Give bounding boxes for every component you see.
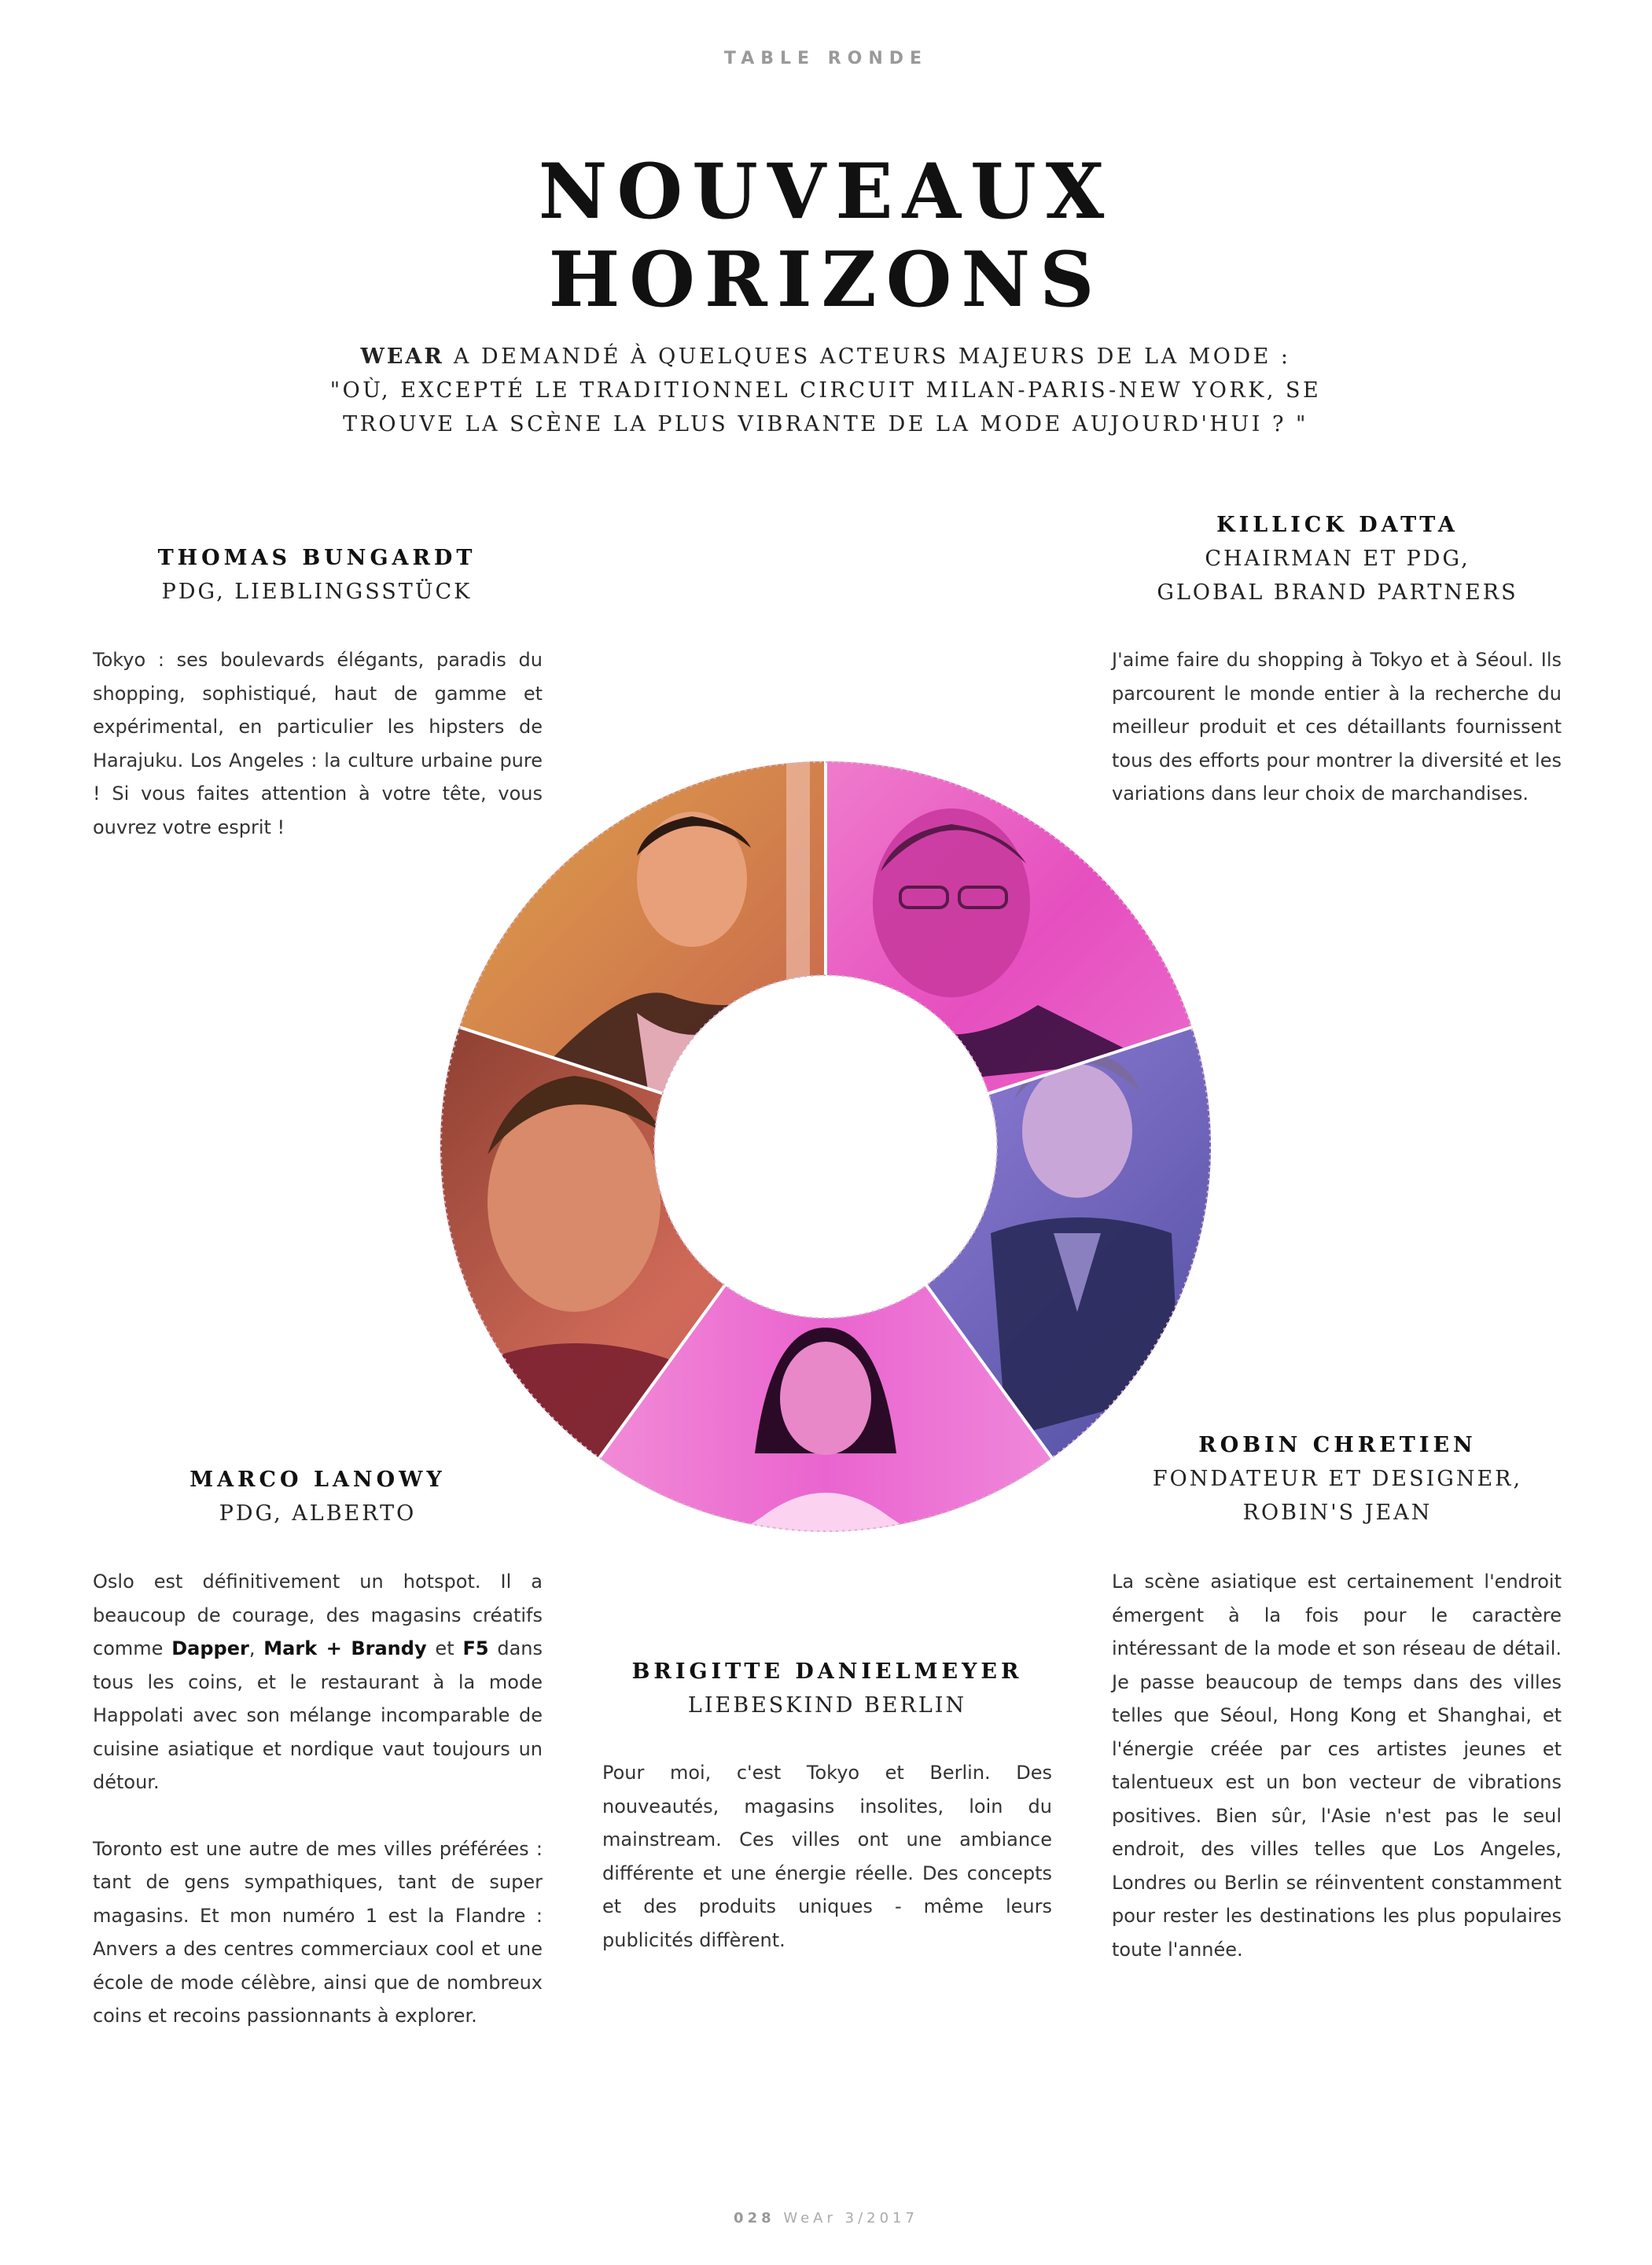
marco-quote-p1	[93, 1565, 543, 1799]
marco-quote	[93, 1565, 543, 2066]
brigitte-heading	[602, 1655, 1052, 1722]
thomas-heading	[93, 541, 541, 609]
thomas-name: THOMAS BUNGARDT	[157, 546, 476, 570]
marco-heading	[93, 1463, 543, 1530]
thomas-role: PDG, LIEBLINGSSTÜCK	[161, 580, 473, 604]
page-title	[0, 148, 1652, 324]
killick-name: KILLICK DATTA	[1216, 513, 1459, 537]
robin-heading	[1113, 1428, 1562, 1530]
intro-line-2: "OÙ, EXCEPTÉ LE TRADITIONNEL CIRCUIT MILAN-PARIS-NEW YORK, SE	[329, 378, 1322, 403]
marco-p1-text-c: ,	[248, 1637, 264, 1659]
marco-p1-text-e: dans tous les coins, et le restaurant à la mode Happolati avec son mélange incomparable de cuisine asiatique et nordique vaut toujours un détour.	[93, 1637, 543, 1793]
intro-brand: WEAR	[360, 344, 444, 369]
intro-question	[236, 340, 1415, 441]
killick-role-2: GLOBAL BRAND PARTNERS	[1157, 580, 1518, 605]
intro-line-1	[236, 340, 1415, 374]
killick-heading	[1113, 508, 1562, 610]
wheel-center-hole	[654, 975, 997, 1318]
brigitte-quote-text: Pour moi, c'est Tokyo et Berlin. Des nouveautés, magasins insolites, loin du mainstream. Ces villes ont une ambiance différente et une énergie réelle. Des concepts et des produits uniques - même leurs publicités diffèrent.	[602, 1762, 1052, 1951]
issue-label: WeAr 3/2017	[783, 2210, 918, 2226]
robin-role-1: FONDATEUR ET DESIGNER,	[1152, 1467, 1523, 1491]
intro-line-1-rest: A DEMANDÉ À QUELQUES ACTEURS MAJEURS DE LA MODE :	[443, 344, 1291, 369]
intro-line-3: TROUVE LA SCÈNE LA PLUS VIBRANTE DE LA MODE AUJOURD'HUI ? "	[343, 412, 1308, 436]
robin-quote	[1112, 1565, 1562, 1999]
robin-quote-text: La scène asiatique est certainement l'endroit émergent à la fois pour le caractère intéressant de la mode et son réseau de détail. Je passe beaucoup de temps dans des villes telles que Séoul, Hong Kong et Shanghai, et l'énergie créée par ces artistes jeunes et talentueux est un bon vecteur de vibrations positives. Bien sûr, l'Asie n'est pas le seul endroit, des villes telles que Los Angeles, Londres ou Berlin se réinventent constamment pour rester les destinations les plus populaires toute l'année.	[1112, 1571, 1562, 1961]
portrait-wheel	[440, 761, 1211, 1532]
page-footer	[0, 2210, 1652, 2226]
store-mark-brandy: Mark + Brandy	[263, 1637, 427, 1659]
marco-quote-p2: Toronto est une autre de mes villes préférées : tant de gens sympathiques, tant de super magasins. Et mon numéro 1 est la Flandre : Anvers a des centres commerciaux cool et une école de mode célèbre, ainsi que de nombreux coins et recoins passionnants à explorer.	[93, 1837, 543, 2027]
title-line-2: HORIZONS	[548, 235, 1104, 324]
page-number: 028	[734, 2210, 775, 2226]
marco-role: PDG, ALBERTO	[219, 1501, 417, 1526]
brigitte-role: LIEBESKIND BERLIN	[687, 1693, 967, 1718]
store-dapper: Dapper	[171, 1637, 249, 1659]
brigitte-name: BRIGITTE DANIELMEYER	[631, 1659, 1023, 1684]
killick-role-1: CHAIRMAN ET PDG,	[1205, 547, 1470, 571]
title-line-1: NOUVEAUX	[538, 147, 1114, 236]
store-f5: F5	[462, 1637, 489, 1659]
robin-name: ROBIN CHRETIEN	[1198, 1433, 1477, 1457]
marco-p1-text-d: et	[426, 1637, 463, 1659]
thomas-quote-text: Tokyo : ses boulevards élégants, paradis du shopping, sophistiqué, haut de gamme et expérimental, en particulier les hipsters de Harajuku. Los Angeles : la culture urbaine pure ! Si vous faites attention à votre tête, vous ouvrez votre esprit !	[93, 649, 543, 838]
marco-name: MARCO LANOWY	[189, 1468, 446, 1492]
marco-p1-text-a: Oslo est définitivement un hotspot. Il a beaucoup de courage, des magasins créatifs comme	[93, 1571, 543, 1659]
robin-role-2: ROBIN'S JEAN	[1242, 1501, 1433, 1525]
brigitte-quote	[602, 1756, 1052, 1990]
killick-quote-text: J'aime faire du shopping à Tokyo et à Séoul. Ils parcourent le monde entier à la recherche du meilleur produit et ces détaillants fournissent tous des efforts pour montrer la diversité et les variations dans leur choix de marchandises.	[1112, 649, 1562, 805]
section-label: TABLE RONDE	[723, 49, 929, 68]
